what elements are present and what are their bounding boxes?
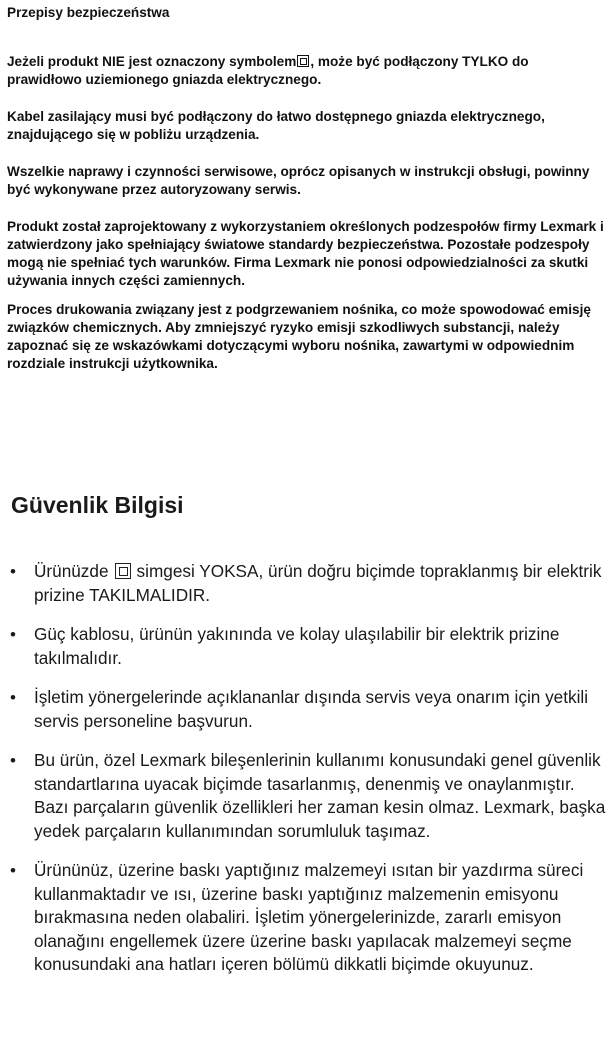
bullet-icon: • <box>10 688 16 707</box>
turkish-item-power-cord-text: Güç kablosu, ürünün yakınında ve kolay ulaşılabilir bir elektrik prizine takılmalıdır. <box>34 624 560 668</box>
polish-paragraph-service: Wszelkie naprawy i czynności serwisowe, oprócz opisanych w instrukcji obsługi, powinny być wykonywane przez autoryzowany serwis. <box>7 164 590 197</box>
turkish-item-service-text: İşletim yönergelerinde açıklananlar dışında servis veya onarım için yetkili servis personeline başvurun. <box>34 687 589 731</box>
list-item <box>10 859 606 977</box>
turkish-item-grounding-text-before: Ürünüzde <box>34 561 109 581</box>
turkish-section-title: Güvenlik Bilgisi <box>11 492 184 518</box>
list-item <box>10 560 606 607</box>
double-insulation-symbol-icon <box>115 563 131 579</box>
polish-paragraph-grounding-text-after: , może być podłączony TYLKO do prawidłowo uziemionego gniazda elektrycznego. <box>7 54 529 87</box>
list-item <box>10 623 606 670</box>
list-item <box>10 686 606 733</box>
bullet-icon: • <box>10 625 16 644</box>
turkish-item-grounding-text-after: simgesi YOKSA, ürün doğru biçimde topraklanmış bir elektrik prizine TAKILMALIDIR. <box>34 561 602 605</box>
bullet-icon: • <box>10 562 16 581</box>
double-insulation-symbol-icon <box>297 55 309 67</box>
polish-section-title: Przepisy bezpieczeństwa <box>7 5 170 20</box>
polish-paragraph-grounding <box>7 53 607 89</box>
turkish-safety-section <box>10 490 606 993</box>
polish-safety-section <box>7 4 607 392</box>
polish-paragraph-emissions: Proces drukowania związany jest z podgrzewaniem nośnika, co może spowodować emisję związków chemicznych. Aby zmniejszyć ryzyko emisji szkodliwych substancji, należy zapoznać się ze wskazówkami dotyczącymi wyboru nośnika, zawartymi w odpowiednim rozdziale instrukcji użytkownika. <box>7 302 591 371</box>
polish-paragraph-power-cord: Kabel zasilający musi być podłączony do łatwo dostępnego gniazda elektrycznego, znajdującego się w pobliżu urządzenia. <box>7 109 545 142</box>
polish-paragraph-components: Produkt został zaprojektowany z wykorzystaniem określonych podzespołów firmy Lexmark i zatwierdzony jako spełniający światowe standardy bezpieczeństwa. Pozostałe podzespoły mogą nie spełniać tych warunków. Firma Lexmark nie ponosi odpowiedzialności za skutki używania innych części zamiennych. <box>7 219 604 288</box>
turkish-item-emissions-text: Ürününüz, üzerine baskı yaptığınız malzemeyi ısıtan bir yazdırma süreci kullanmaktadır ve ısı, üzerine baskı yaptığınız malzemenin emisyonu bırakmasına neden olabaliri. İşletim yönergelerinizde, zararlı emisyon olanağını engellemek üzere üzerine baskı yapılacak malzemeyi seçme konusundaki ana hatları içeren bölümü dikkatli biçimde okuyunuz. <box>34 860 584 974</box>
list-item <box>10 749 606 843</box>
turkish-item-components-text: Bu ürün, özel Lexmark bileşenlerinin kullanımı konusundaki genel güvenlik standartlarına uyacak biçimde tasarlanmış, denenmiş ve onaylanmıştır. Bazı parçaların güvenlik özellikleri her zaman kesin olmaz. Lexmark, başka yedek parçaların kullanımından sorumluluk taşımaz. <box>34 750 606 841</box>
turkish-safety-list <box>10 560 606 977</box>
polish-paragraph-grounding-text-before: Jeżeli produkt NIE jest oznaczony symbolem <box>7 54 297 69</box>
bullet-icon: • <box>10 861 16 880</box>
bullet-icon: • <box>10 751 16 770</box>
